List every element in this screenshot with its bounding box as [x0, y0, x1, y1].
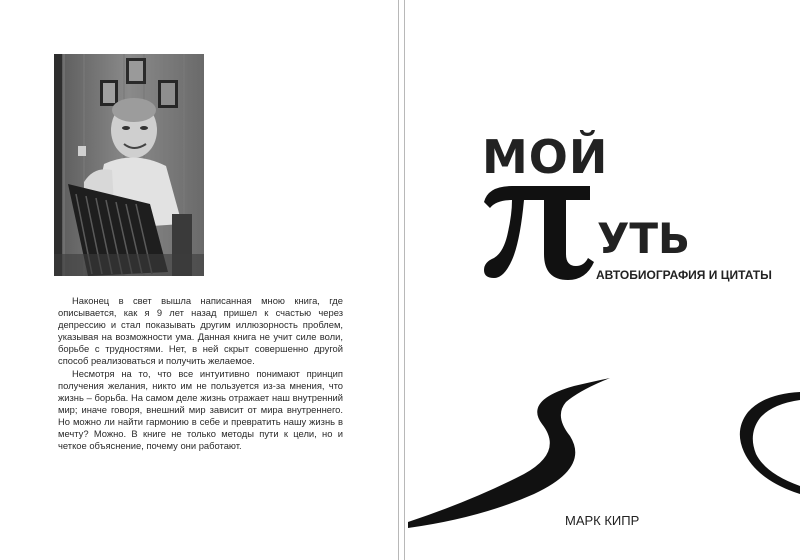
title-line-2: УТЬ [597, 214, 691, 263]
blurb-paragraph: Наконец в свет вышла написанная мною книга, где описывается, как я 9 лет назад пришел к счастью через депрессию и стал показывать другим иллюзорность проблем, указывая на возможности ума. Данная книга не учит силе воли, борьбе с трудностями. Нет, в ней скрыт совершенно другой способ реализоваться и получить желаемое. [58, 295, 343, 367]
back-cover-blurb [58, 295, 343, 452]
pi-symbol-icon [478, 182, 596, 282]
author-name: МАРК КИПР [565, 513, 640, 528]
subtitle: АВТОБИОГРАФИЯ И ЦИТАТЫ [596, 268, 772, 282]
blurb-paragraph: Несмотря на то, что все интуитивно понимают принцип получения желания, никто им не пользуется из-за мнения, что жизнь – борьба. На самом деле жизнь отражает наш внутренний мир; иначе говоря, внешний мир зависит от мира внутреннего. Но можно ли найти гармонию в себе и превратить нашу жизнь в мечту? Можно. В книге не только методы пути к цели, но и четкое объяснение, почему они работают. [58, 367, 343, 452]
title-line-1: МОЙ [482, 130, 609, 184]
spine-edge-left [398, 0, 399, 560]
author-photo [54, 54, 204, 276]
road-illustration [404, 370, 800, 530]
